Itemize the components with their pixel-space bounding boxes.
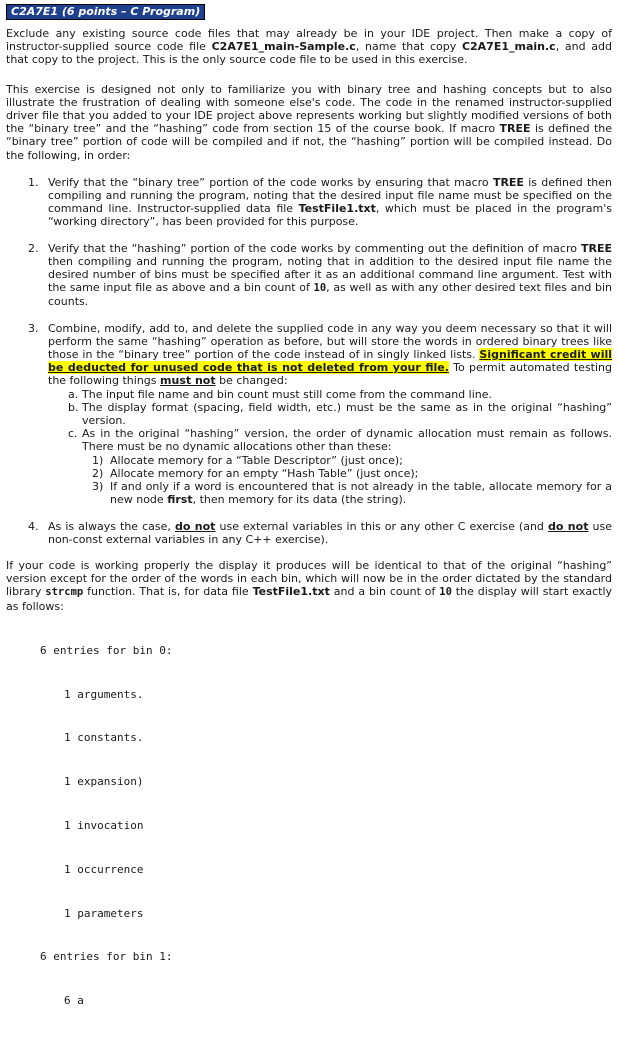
step-2 [6, 242, 612, 309]
alloc-2-text: Allocate memory for an empty “Hash Table” (just once); [110, 466, 419, 480]
intro-text-1: Exclude any existing source code files that may already be in your IDE project. Then make a copy of instructor-supplied source code file [6, 27, 612, 54]
alloc-3-text-2: , then memory for its data (the string). [192, 493, 407, 507]
do-not-emphasis-2: do not [547, 519, 589, 533]
alloc-3-text-1: If and only if a word is encountered that is not already in the table, allocate memory for a new node [110, 480, 612, 507]
allocation-item-2 [92, 467, 612, 480]
step-2-text-2: then compiling and running the program, noting that in addition to the desired input file name the desired number of bins must be specified after it as an additional command line argument. Test with the same input file as above and a bin count of [48, 254, 612, 295]
step-3-text-3: be changed: [215, 374, 288, 388]
closing-paragraph [6, 559, 612, 613]
step-3 [6, 322, 612, 507]
first-emphasis: first [167, 493, 193, 507]
sub-letter: a. [68, 387, 79, 401]
output-line: 1 parameters [64, 906, 144, 920]
output-line: 1 arguments. [64, 687, 144, 701]
step-number: 2. [28, 241, 39, 255]
strcmp-function: strcmp [45, 586, 84, 599]
step-number: 4. [28, 519, 39, 533]
closing-text-1: If your code is working properly the display it produces will be identical to that of the original “hashing” version except for the order of the words in each bin, which will now be in the order dictated by the standard library [6, 558, 612, 599]
exercise-title: C2A7E1 (6 points – C Program) [6, 4, 205, 20]
bin-count: 10 [313, 282, 327, 295]
output-line: 6 a [64, 994, 84, 1008]
must-not-emphasis: must not [160, 374, 216, 388]
sample-file-name: C2A7E1_main-Sample.c [211, 40, 356, 54]
sub-letter: b. [68, 400, 79, 414]
output-line: 1 constants. [64, 731, 144, 745]
step-4-text-1: As is always the case, [48, 519, 175, 533]
closing-text-3: and a bin count of [329, 585, 440, 599]
test-file-name: TestFile1.txt [252, 585, 330, 599]
do-not-emphasis-1: do not [174, 519, 216, 533]
sub-item-b [68, 401, 612, 427]
output-line: 1 expansion) [64, 775, 144, 789]
alloc-number: 1) [92, 453, 104, 467]
allocation-list [82, 454, 612, 507]
instruction-list [6, 176, 612, 546]
intro-paragraph [6, 27, 612, 67]
sub-list [48, 388, 612, 507]
alloc-1-text: Allocate memory for a “Table Descriptor” (just once); [110, 453, 403, 467]
step-2-text-3: , as well as with any other desired text files and bin counts. [48, 281, 612, 309]
sub-item-a-text: The input file name and bin count must still come from the command line. [82, 387, 493, 401]
allocation-item-1 [92, 454, 612, 467]
test-file-name: TestFile1.txt [298, 202, 376, 216]
sub-item-c [68, 427, 612, 506]
intro-text-2: , name that copy [355, 40, 462, 54]
bin-count: 10 [439, 586, 452, 599]
bin-header: 6 entries for bin 1: [40, 950, 173, 964]
output-line: 1 occurrence [64, 862, 144, 876]
step-4-text-3: use non-const external variables in any C++ exercise). [48, 519, 613, 546]
step-number: 3. [28, 321, 39, 335]
step-1-text-1: Verify that the “binary tree” portion of the code works by ensuring that macro [48, 175, 493, 189]
closing-text-4: the display will start exactly as follows: [6, 585, 613, 613]
main-file-name: C2A7E1_main.c [461, 40, 556, 54]
step-1 [6, 176, 612, 229]
step-1-text-3: , which must be placed in the program's “working directory”, has been provided for this purpose. [48, 202, 612, 229]
tree-macro: TREE [499, 122, 531, 136]
step-1-text-2: is defined then compiling and running the program, noting that the desired input file name must be specified on the command line. Instructor-supplied data file [48, 175, 612, 216]
intro-text-3: , and add that copy to the project. This is the only source code file to be used in this exercise. [6, 40, 612, 67]
alloc-number: 2) [92, 466, 104, 480]
alloc-number: 3) [92, 480, 104, 494]
step-3-text-1: Combine, modify, add to, and delete the supplied code in any way you deem necessary so that it will perform the same “hashing” operation as before, but will store the words in ordered binary trees like those in the “binary tree” portion of the code instead of in singly linked lists. [48, 321, 612, 362]
desc-text-2: is defined the “binary tree” portion of code will be compiled and if not, the “hashing” portion will be compiled instead. Do the following, in order: [6, 122, 613, 162]
allocation-item-3 [92, 480, 612, 506]
sub-item-b-text: The display format (spacing, field width, etc.) must be the same as in the original “hashing” version. [82, 400, 612, 428]
tree-macro: TREE [492, 175, 524, 189]
description-paragraph [6, 83, 612, 162]
step-number: 1. [28, 175, 39, 189]
step-2-text-1: Verify that the “hashing” portion of the code works by commenting out the definition of macro [48, 241, 581, 255]
output-line: 1 invocation [64, 819, 144, 833]
sub-letter: c. [68, 427, 78, 441]
highlighted-warning: Significant credit will be deducted for unused code that is not deleted from your file. [48, 348, 613, 375]
step-4 [6, 520, 612, 546]
step-4-text-2: use external variables in this or any other C exercise (and [215, 519, 548, 533]
sample-output [6, 615, 612, 1038]
sub-item-a [68, 388, 612, 401]
tree-macro: TREE [580, 241, 612, 255]
closing-text-2: function. That is, for data file [83, 585, 253, 599]
step-3-text-2: To permit automated testing the following things [48, 361, 612, 388]
sub-item-c-text: As in the original “hashing” version, the order of dynamic allocation must remain as follows. There must be no dynamic allocations other than these: [82, 427, 612, 454]
bin-header: 6 entries for bin 0: [40, 643, 173, 657]
desc-text-1: This exercise is designed not only to familiarize you with binary tree and hashing concepts but to also illustrate the frustration of dealing with someone else's code. The code in the renamed instructor-supplied driver file that you added to your IDE project above represents working but slightly modified versions of both the “binary tree” and the “hashing” code from section 15 of the course book. If macro [6, 82, 612, 136]
